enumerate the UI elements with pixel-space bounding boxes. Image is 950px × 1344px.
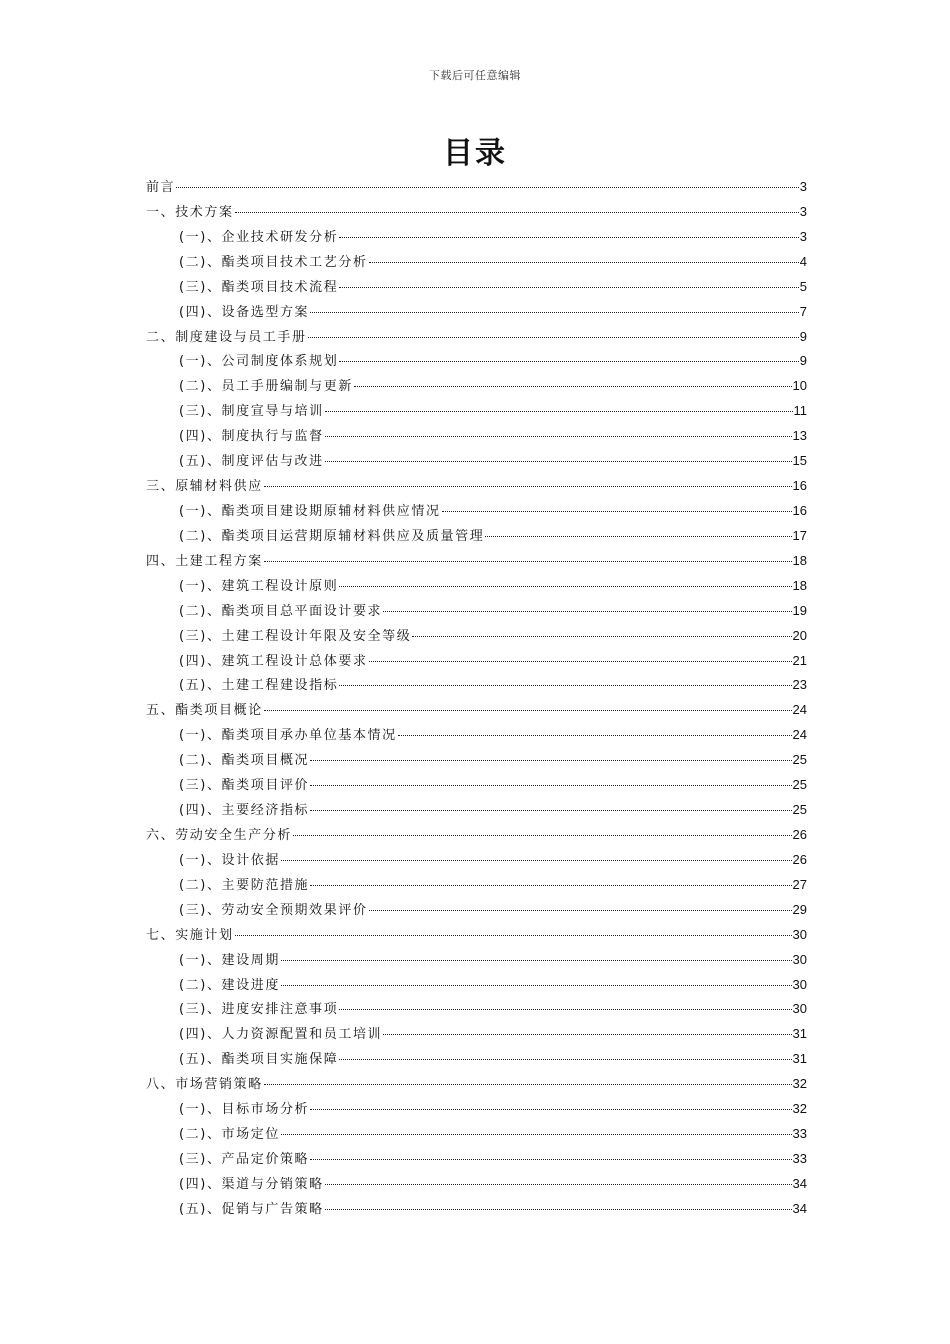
toc-entry-label: (二)、建设进度 bbox=[179, 977, 280, 993]
toc-dot-leader bbox=[339, 1058, 791, 1060]
toc-dot-leader bbox=[325, 1183, 792, 1185]
toc-dot-leader bbox=[310, 784, 791, 786]
toc-entry[interactable] bbox=[146, 425, 807, 450]
toc-dot-leader bbox=[264, 485, 792, 487]
toc-entry-label: 五、酯类项目概论 bbox=[146, 703, 263, 719]
toc-dot-leader bbox=[412, 635, 791, 637]
toc-entry[interactable] bbox=[146, 949, 807, 974]
toc-entry-label: (一)、酯类项目建设期原辅材料供应情况 bbox=[179, 503, 441, 519]
toc-dot-leader bbox=[310, 311, 799, 313]
toc-dot-leader bbox=[176, 186, 799, 188]
toc-entry[interactable] bbox=[146, 226, 807, 251]
toc-entry[interactable] bbox=[146, 301, 807, 326]
toc-entry[interactable] bbox=[146, 874, 807, 899]
toc-dot-leader bbox=[369, 261, 799, 263]
toc-entry[interactable] bbox=[146, 575, 807, 600]
toc-entry-label: (三)、劳动安全预期效果评价 bbox=[179, 902, 368, 918]
toc-entry[interactable] bbox=[146, 924, 807, 949]
toc-entry-label: (一)、目标市场分析 bbox=[179, 1102, 310, 1118]
toc-entry-label: (二)、酯类项目概况 bbox=[179, 753, 310, 769]
toc-entry-label: (三)、产品定价策略 bbox=[179, 1151, 310, 1167]
toc-entry[interactable] bbox=[146, 774, 807, 799]
toc-entry[interactable] bbox=[146, 824, 807, 849]
toc-entry-label: (四)、主要经济指标 bbox=[179, 803, 310, 819]
toc-entry-label: 八、市场营销策略 bbox=[146, 1077, 263, 1093]
toc-entry-label: (四)、建筑工程设计总体要求 bbox=[179, 653, 368, 669]
toc-entry-label: (一)、设计依据 bbox=[179, 852, 280, 868]
toc-entry-label: (三)、酯类项目技术流程 bbox=[179, 279, 339, 295]
toc-entry-label: 六、劳动安全生产分析 bbox=[146, 827, 293, 843]
toc-entry-page: 24 bbox=[792, 727, 807, 743]
toc-entry[interactable] bbox=[146, 475, 807, 500]
toc-dot-leader bbox=[281, 1133, 792, 1135]
toc-entry-page: 30 bbox=[792, 1001, 807, 1017]
toc-entry-page: 4 bbox=[799, 253, 807, 269]
toc-entry-page: 31 bbox=[792, 1026, 807, 1042]
toc-entry[interactable] bbox=[146, 849, 807, 874]
toc-entry-label: (五)、制度评估与改进 bbox=[179, 454, 324, 470]
toc-entry-page: 17 bbox=[792, 527, 807, 543]
page-header: 下载后可任意编辑 bbox=[429, 69, 521, 82]
toc-entry[interactable] bbox=[146, 625, 807, 650]
toc-entry-page: 26 bbox=[792, 826, 807, 842]
toc-entry[interactable] bbox=[146, 450, 807, 475]
toc-entry-label: (一)、建筑工程设计原则 bbox=[179, 578, 339, 594]
toc-entry-page: 30 bbox=[792, 926, 807, 942]
toc-entry[interactable] bbox=[146, 350, 807, 375]
toc-entry[interactable] bbox=[146, 699, 807, 724]
toc-dot-leader bbox=[235, 934, 792, 936]
toc-dot-leader bbox=[264, 709, 792, 711]
toc-entry-page: 18 bbox=[792, 577, 807, 593]
toc-entry-label: (四)、渠道与分销策略 bbox=[179, 1176, 324, 1192]
toc-dot-leader bbox=[325, 410, 793, 412]
toc-entry-label: (四)、制度执行与监督 bbox=[179, 429, 324, 445]
page-title: 目录 bbox=[443, 136, 507, 171]
toc-entry-page: 9 bbox=[799, 353, 807, 369]
toc-entry[interactable] bbox=[146, 1173, 807, 1198]
toc-entry-page: 24 bbox=[792, 702, 807, 718]
toc-entry-page: 16 bbox=[792, 478, 807, 494]
toc-entry[interactable] bbox=[146, 799, 807, 824]
toc-entry-label: (五)、土建工程建设指标 bbox=[179, 678, 339, 694]
toc-dot-leader bbox=[235, 211, 799, 213]
toc-entry[interactable] bbox=[146, 1148, 807, 1173]
toc-dot-leader bbox=[485, 535, 791, 537]
toc-entry[interactable] bbox=[146, 724, 807, 749]
toc-entry-page: 20 bbox=[792, 627, 807, 643]
toc-entry[interactable] bbox=[146, 974, 807, 999]
toc-dot-leader bbox=[369, 660, 792, 662]
toc-dot-leader bbox=[310, 809, 791, 811]
toc-entry-label: (三)、酯类项目评价 bbox=[179, 778, 310, 794]
toc-entry-page: 3 bbox=[799, 203, 807, 219]
toc-entry-label: 二、制度建设与员工手册 bbox=[146, 329, 307, 345]
toc-entry[interactable] bbox=[146, 600, 807, 625]
toc-entry-page: 32 bbox=[792, 1076, 807, 1092]
toc-entry[interactable] bbox=[146, 1073, 807, 1098]
toc-entry[interactable] bbox=[146, 1098, 807, 1123]
toc-entry[interactable] bbox=[146, 525, 807, 550]
toc-entry[interactable] bbox=[146, 276, 807, 301]
toc-dot-leader bbox=[264, 1083, 792, 1085]
toc-dot-leader bbox=[281, 984, 792, 986]
toc-dot-leader bbox=[310, 1108, 791, 1110]
toc-entry[interactable] bbox=[146, 1198, 807, 1223]
toc-entry-label: (二)、主要防范措施 bbox=[179, 877, 310, 893]
toc-entry-label: (三)、进度安排注意事项 bbox=[179, 1002, 339, 1018]
toc-entry-page: 7 bbox=[799, 303, 807, 319]
toc-entry-page: 16 bbox=[792, 502, 807, 518]
toc-entry-page: 31 bbox=[792, 1051, 807, 1067]
toc-entry-page: 26 bbox=[792, 851, 807, 867]
toc-entry[interactable] bbox=[146, 326, 807, 351]
toc-entry-page: 15 bbox=[792, 453, 807, 469]
toc-dot-leader bbox=[293, 834, 792, 836]
toc-entry-page: 13 bbox=[792, 428, 807, 444]
toc-entry-label: (五)、促销与广告策略 bbox=[179, 1201, 324, 1217]
toc-entry-page: 30 bbox=[792, 951, 807, 967]
toc-entry[interactable] bbox=[146, 550, 807, 575]
toc-entry[interactable] bbox=[146, 400, 807, 425]
toc-entry[interactable] bbox=[146, 1048, 807, 1073]
toc-dot-leader bbox=[369, 909, 792, 911]
toc-entry-page: 10 bbox=[792, 378, 807, 394]
toc-dot-leader bbox=[325, 435, 792, 437]
toc-entry-label: (四)、设备选型方案 bbox=[179, 304, 310, 320]
toc-entry-page: 3 bbox=[799, 228, 807, 244]
toc-entry-page: 25 bbox=[792, 777, 807, 793]
toc-entry-page: 25 bbox=[792, 802, 807, 818]
toc-entry-label: (五)、酯类项目实施保障 bbox=[179, 1052, 339, 1068]
toc-entry-label: (三)、土建工程设计年限及安全等级 bbox=[179, 628, 412, 644]
toc-dot-leader bbox=[281, 959, 792, 961]
toc-dot-leader bbox=[325, 1208, 792, 1210]
toc-entry[interactable] bbox=[146, 674, 807, 699]
toc-entry-page: 9 bbox=[799, 328, 807, 344]
toc-entry-page: 11 bbox=[793, 403, 807, 419]
toc-dot-leader bbox=[339, 585, 791, 587]
toc-entry-label: 三、原辅材料供应 bbox=[146, 479, 263, 495]
toc-entry-label: (二)、酯类项目运营期原辅材料供应及质量管理 bbox=[179, 528, 485, 544]
table-of-contents bbox=[146, 176, 807, 1223]
toc-entry-label: (四)、人力资源配置和员工培训 bbox=[179, 1027, 383, 1043]
toc-dot-leader bbox=[398, 734, 792, 736]
toc-entry[interactable] bbox=[146, 749, 807, 774]
toc-dot-leader bbox=[339, 360, 798, 362]
toc-entry-label: (一)、企业技术研发分析 bbox=[179, 229, 339, 245]
toc-entry-label: 前言 bbox=[146, 180, 176, 195]
toc-dot-leader bbox=[310, 759, 791, 761]
toc-entry-page: 30 bbox=[792, 976, 807, 992]
toc-entry-page: 5 bbox=[799, 278, 807, 294]
toc-entry[interactable] bbox=[146, 201, 807, 226]
toc-entry-label: 一、技术方案 bbox=[146, 204, 234, 220]
toc-entry-label: (二)、酯类项目技术工艺分析 bbox=[179, 254, 368, 270]
toc-entry-label: (一)、公司制度体系规划 bbox=[179, 354, 339, 370]
toc-entry-page: 32 bbox=[792, 1101, 807, 1117]
toc-entry[interactable] bbox=[146, 899, 807, 924]
toc-entry-label: (三)、制度宣导与培训 bbox=[179, 404, 324, 420]
toc-entry-label: (二)、酯类项目总平面设计要求 bbox=[179, 603, 383, 619]
toc-entry[interactable] bbox=[146, 375, 807, 400]
toc-dot-leader bbox=[308, 336, 799, 338]
toc-entry-page: 21 bbox=[792, 652, 807, 668]
toc-dot-leader bbox=[281, 859, 792, 861]
toc-entry-page: 33 bbox=[792, 1150, 807, 1166]
toc-entry-label: 四、土建工程方案 bbox=[146, 553, 263, 569]
toc-entry-page: 25 bbox=[792, 752, 807, 768]
toc-entry-label: (二)、市场定位 bbox=[179, 1127, 280, 1143]
toc-entry[interactable] bbox=[146, 251, 807, 276]
toc-dot-leader bbox=[354, 385, 792, 387]
toc-dot-leader bbox=[264, 560, 792, 562]
toc-entry-label: (二)、员工手册编制与更新 bbox=[179, 379, 353, 395]
toc-dot-leader bbox=[339, 236, 798, 238]
toc-entry-label: (一)、建设周期 bbox=[179, 952, 280, 968]
toc-entry[interactable] bbox=[146, 650, 807, 675]
toc-dot-leader bbox=[442, 510, 792, 512]
toc-entry-page: 18 bbox=[792, 552, 807, 568]
toc-dot-leader bbox=[339, 684, 791, 686]
toc-dot-leader bbox=[383, 610, 791, 612]
toc-dot-leader bbox=[339, 286, 798, 288]
toc-entry[interactable] bbox=[146, 998, 807, 1023]
toc-dot-leader bbox=[325, 460, 792, 462]
toc-entry-page: 34 bbox=[792, 1175, 807, 1191]
toc-entry-label: (一)、酯类项目承办单位基本情况 bbox=[179, 728, 397, 744]
toc-dot-leader bbox=[383, 1033, 791, 1035]
toc-entry-page: 33 bbox=[792, 1126, 807, 1142]
toc-entry-page: 34 bbox=[792, 1200, 807, 1216]
toc-dot-leader bbox=[310, 1158, 791, 1160]
toc-entry[interactable] bbox=[146, 500, 807, 525]
toc-entry-page: 3 bbox=[799, 179, 807, 194]
toc-entry[interactable] bbox=[146, 1023, 807, 1048]
toc-entry-page: 23 bbox=[792, 677, 807, 693]
toc-entry-page: 19 bbox=[792, 602, 807, 618]
toc-dot-leader bbox=[310, 884, 791, 886]
toc-dot-leader bbox=[339, 1008, 791, 1010]
toc-entry[interactable] bbox=[146, 1123, 807, 1148]
toc-entry[interactable] bbox=[146, 176, 807, 201]
toc-entry-page: 27 bbox=[792, 876, 807, 892]
toc-entry-page: 29 bbox=[792, 901, 807, 917]
toc-entry-label: 七、实施计划 bbox=[146, 927, 234, 943]
